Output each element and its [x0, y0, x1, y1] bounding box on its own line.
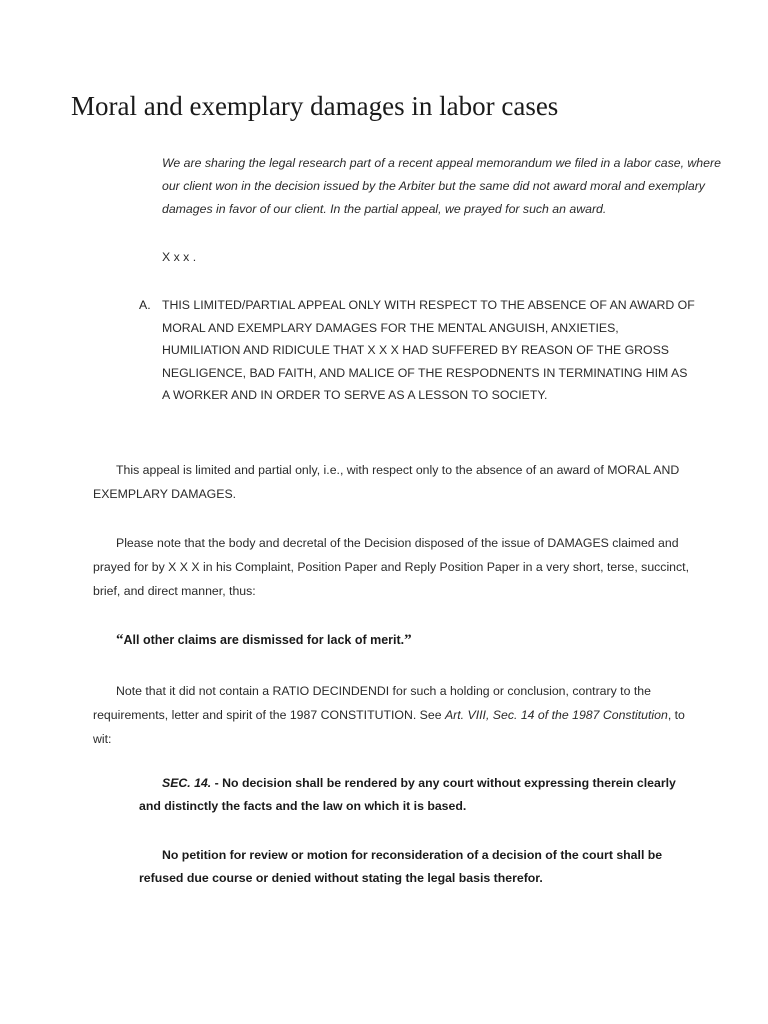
ratio-text-before: Note that it did not contain a RATIO DECINDENDI for such a holding or conclusion, contrary to the requirements, letter and spirit of the 1987 CONSTITUTION. See	[93, 684, 651, 722]
point-a-text: THIS LIMITED/PARTIAL APPEAL ONLY WITH RESPECT TO THE ABSENCE OF AN AWARD OF MORAL AND EXEMPLARY DAMAGES FOR THE MENTAL ANGUISH, ANXIETIES, HUMILIATION AND RIDICULE THAT X X X HAD SUFFERED BY REASON OF THE GROSS NEGLIGENCE, BAD FAITH, AND MALICE OF THE RESPODNENTS IN TERMINATING HIM AS A WORKER AND IN ORDER TO SERVE AS A LESSON TO SOCIETY.	[162, 298, 695, 402]
section-14-second-paragraph: No petition for review or motion for reconsideration of a decision of the court shall be refused due course or denied without stating the legal basis therefor.	[139, 848, 663, 885]
point-a-marker: A.	[139, 298, 151, 312]
constitution-citation: Art. VIII, Sec. 14 of the 1987 Constitution	[444, 708, 668, 722]
ellipsis-marker: X x x .	[162, 250, 197, 264]
section-14-text: - No decision shall be rendered by any court without expressing therein clearly and distinctly the facts and the law on which it is based.	[139, 776, 676, 813]
quote-text: All other claims are dismissed for lack of merit.	[123, 633, 405, 647]
page-title: Moral and exemplary damages in labor cases	[71, 91, 559, 121]
paragraph-decision-note: Please note that the body and decretal of the Decision disposed of the issue of DAMAGES claimed and prayed for by X X X in his Complaint, Position Paper and Reply Position Paper in a very short, terse, succinct, brief, and direct manner, thus:	[93, 536, 690, 598]
intro-paragraph: We are sharing the legal research part of a recent appeal memorandum we filed in a labor case, where our client won in the decision issued by the Arbiter but the same did not award moral and exemplary damages in favor of our client. In the partial appeal, we prayed for such an award.	[162, 156, 721, 216]
section-14-label: SEC. 14.	[162, 776, 212, 790]
decision-quote	[116, 628, 412, 652]
ratio-text-after: , to wit:	[93, 708, 685, 746]
section-14-provision	[139, 772, 684, 818]
quote-open: “	[116, 632, 124, 648]
quote-close: ”	[404, 632, 412, 648]
paragraph-appeal-scope: This appeal is limited and partial only, i.e., with respect only to the absence of an award of MORAL AND EXEMPLARY DAMAGES.	[93, 463, 680, 501]
paragraph-ratio-decidendi	[93, 679, 703, 751]
